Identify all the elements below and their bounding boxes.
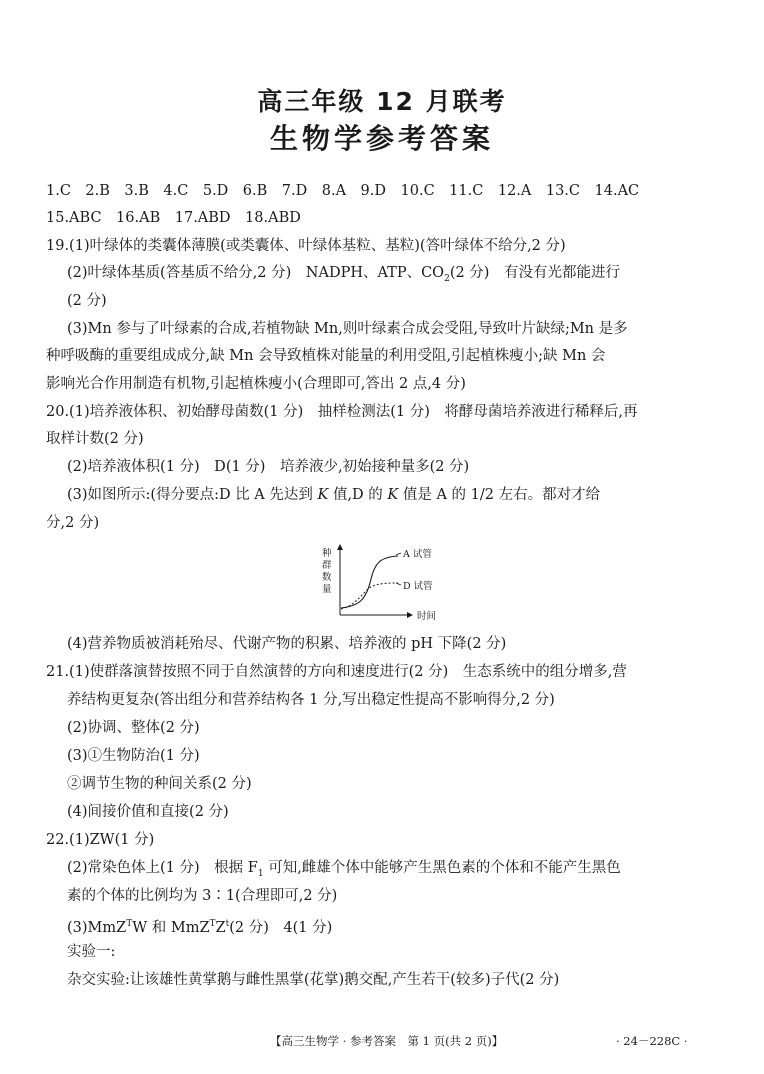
q20-part3-text-c: 值是 A 的 1/2 左右。都对才给 bbox=[398, 487, 601, 503]
k-symbol: K bbox=[317, 487, 329, 503]
page-title-line2: 生物学参考答案 bbox=[269, 122, 494, 155]
choice-answers-line2: 15.ABC 16.AB 17.ABD 18.ABD bbox=[46, 210, 301, 226]
q20-part1-line1: 20.(1)培养液体积、初始酵母菌数(1 分) 抽样检测法(1 分) 将酵母菌培养液进行稀释后,再 bbox=[46, 404, 638, 420]
q21-part1-line2: 养结构更复杂(答出组分和营养结构各 1 分,写出稳定性提高不影响得分,2 分) bbox=[67, 692, 555, 708]
q19-part2 bbox=[67, 264, 620, 288]
q21-part4: (4)间接价值和直接(2 分) bbox=[67, 804, 229, 820]
q20-part3-text-a: (3)如图所示:(得分要点:D 比 A 先达到 bbox=[67, 487, 318, 503]
q20-part4: (4)营养物质被消耗殆尽、代谢产物的积累、培养液的 pH 下降(2 分) bbox=[67, 636, 507, 652]
curve-a-leader bbox=[396, 553, 401, 555]
y-axis-label-char: 数 bbox=[322, 572, 332, 583]
q19-part2-cont: (2 分) bbox=[67, 293, 107, 309]
q20-part3-line2: 分,2 分) bbox=[46, 515, 100, 531]
q20-part1-line2: 取样计数(2 分) bbox=[46, 431, 144, 447]
q22-part2-text-b: 可知,雌雄个体中能够产生黑色素的个体和不能产生黑色 bbox=[263, 860, 621, 876]
choice-answers-line1: 1.C 2.B 3.B 4.C 5.D 6.B 7.D 8.A 9.D 10.C 11.C 12.A 13.C 14.AC bbox=[46, 183, 640, 199]
y-axis-label-char: 种 bbox=[322, 548, 332, 559]
q22-part2-sub: 1 bbox=[257, 868, 264, 879]
x-axis-label: 时间 bbox=[417, 611, 437, 622]
q19-part3-line3: 影响光合作用制造有机物,引起植株瘦小(合理即可,答出 2 点,4 分) bbox=[46, 376, 466, 392]
q22-part3 bbox=[67, 915, 332, 937]
q19-part3-line2: 种呼吸酶的重要组成成分,缺 Mn 会导致植株对能量的利用受阻,引起植株瘦小;缺 Mn 会 bbox=[46, 348, 606, 364]
q22-part1: 22.(1)ZW(1 分) bbox=[46, 832, 155, 848]
curve-d-leader bbox=[396, 583, 401, 585]
q19-part2-text-b: (2 分) 有没有光都能进行 bbox=[449, 265, 620, 281]
curve-d-label: D 试管 bbox=[403, 581, 433, 592]
population-growth-figure bbox=[318, 543, 448, 623]
page-title-line1: 高三年级 12 月联考 bbox=[257, 87, 507, 116]
q22-experiment1-heading: 实验一: bbox=[67, 944, 116, 960]
q20-part2: (2)培养液体积(1 分) D(1 分) 培养液少,初始接种量多(2 分) bbox=[67, 459, 470, 475]
curve-d bbox=[341, 583, 398, 609]
footer-page-info: 【高三生物学 · 参考答案 第 1 页(共 2 页)】 bbox=[270, 1034, 504, 1048]
q22-part3-sup: T bbox=[209, 919, 216, 929]
q22-experiment1-cross: 杂交实验:让该雄性黄掌鹅与雌性黑掌(花掌)鹅交配,产生若干(较多)子代(2 分) bbox=[67, 972, 560, 988]
y-axis-label-char: 量 bbox=[322, 584, 332, 595]
curve-a bbox=[341, 556, 398, 608]
q21-part3: (3)①生物防治(1 分) bbox=[67, 748, 200, 764]
q22-part3-sup: t bbox=[225, 919, 230, 929]
q22-part3-text-b: W 和 MmZ bbox=[132, 919, 210, 936]
q22-part2-line2: 素的个体的比例均为 3∶1(合理即可,2 分) bbox=[67, 888, 338, 904]
q22-part3-sup: T bbox=[126, 919, 133, 929]
y-axis-label-char: 群 bbox=[322, 560, 332, 571]
curve-a-label: A 试管 bbox=[403, 549, 432, 560]
q19-part3-line1: (3)Mn 参与了叶绿素的合成,若植物缺 Mn,则叶绿素合成会受阻,导致叶片缺绿;Mn 是多 bbox=[67, 321, 628, 337]
q22-part2-text-a: (2)常染色体上(1 分) 根据 F bbox=[67, 860, 258, 876]
q19-part2-text-a: (2)叶绿体基质(答基质不给分,2 分) NADPH、ATP、CO bbox=[67, 265, 445, 281]
q22-part3-text-a: (3)MmZ bbox=[67, 919, 127, 936]
q22-part2-line1 bbox=[67, 859, 621, 883]
q22-part3-text-d: (2 分) 4(1 分) bbox=[229, 919, 333, 936]
q20-part3-text-b: 值,D 的 bbox=[328, 487, 388, 503]
k-symbol: K bbox=[387, 487, 399, 503]
footer-doc-code: · 24－228C · bbox=[616, 1034, 688, 1048]
q21-part2: (2)协调、整体(2 分) bbox=[67, 720, 200, 736]
q21-part1-line1: 21.(1)使群落演替按照不同于自然演替的方向和速度进行(2 分) 生态系统中的组分增多,营 bbox=[46, 664, 627, 680]
q21-part3b: ②调节生物的种间关系(2 分) bbox=[67, 776, 252, 792]
q19-part1: 19.(1)叶绿体的类囊体薄膜(或类囊体、叶绿体基粒、基粒)(答叶绿体不给分,2 分) bbox=[46, 238, 566, 254]
q19-part2-sub: 2 bbox=[444, 273, 450, 284]
q22-part3-text-c: Z bbox=[215, 919, 226, 936]
q20-part3-line1 bbox=[67, 486, 600, 504]
